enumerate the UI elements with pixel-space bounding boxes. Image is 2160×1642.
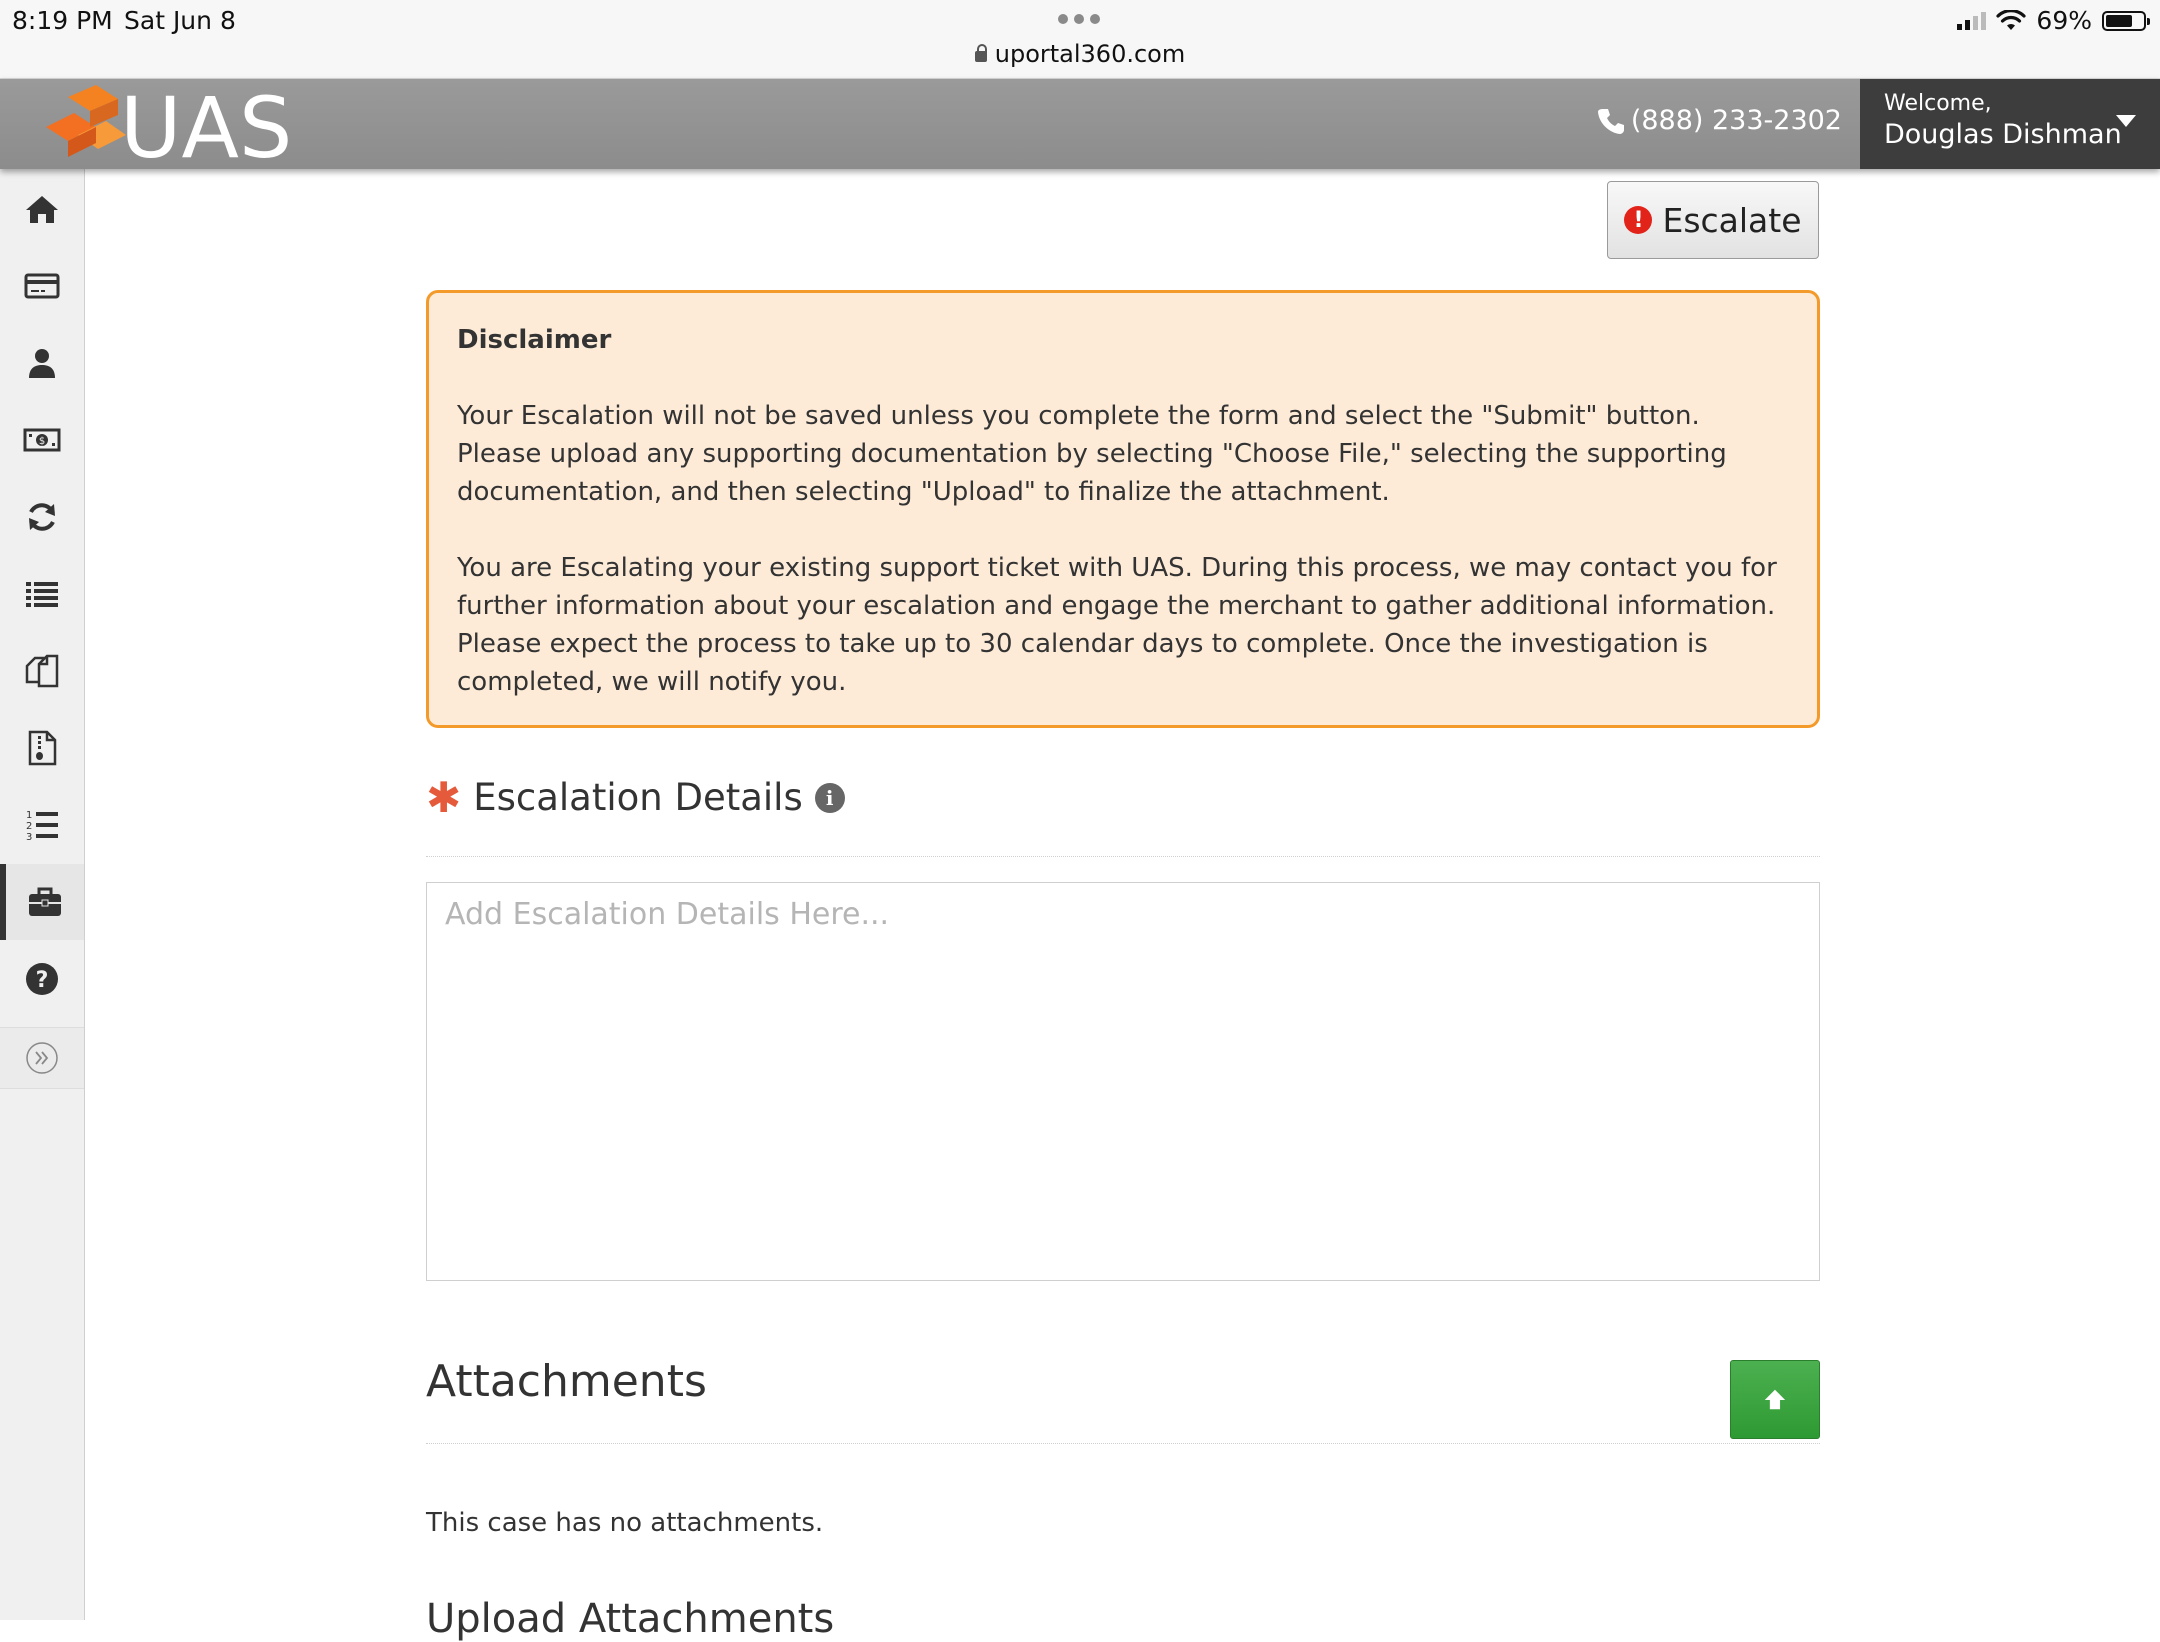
sidebar-item-home[interactable] (0, 171, 84, 247)
escalate-button-label: Escalate (1662, 200, 1802, 240)
battery-icon (2102, 11, 2146, 31)
sidebar-nav (0, 169, 85, 1620)
sidebar-item-reports[interactable] (0, 556, 84, 632)
money-icon (23, 421, 61, 459)
list-icon (23, 575, 61, 613)
double-chevron-right-icon (25, 1041, 59, 1075)
escalation-details-heading (426, 772, 845, 822)
home-icon (23, 190, 61, 228)
refresh-icon (23, 498, 61, 536)
phone-number: (888) 233-2302 (1630, 105, 1842, 136)
user-name: Douglas Dishman (1884, 119, 2122, 150)
divider (426, 1443, 1820, 1444)
arrow-up-icon (1760, 1385, 1790, 1415)
escalation-details-title: Escalation Details (473, 776, 803, 819)
lock-icon (975, 51, 987, 62)
required-asterisk-icon: ✱ (426, 772, 462, 822)
status-indicators (1957, 6, 2146, 35)
copy-icon (23, 652, 61, 690)
disclaimer-paragraph-1: Your Escalation will not be saved unless you complete the form and select the "Submit" button. Please upload any supporting documentation by selecting "Choose File," selecting the supporting documentation, and then selecting "Upload" to finalize the attachment. (457, 401, 1727, 507)
user-menu[interactable] (1860, 79, 2160, 169)
file-zip-icon (23, 729, 61, 767)
url-text: uportal360.com (994, 40, 1186, 68)
sidebar-item-archives[interactable] (0, 710, 84, 786)
status-date: Sat Jun 8 (124, 6, 236, 35)
sidebar-item-help[interactable] (0, 941, 84, 1017)
svg-text:UAS: UAS (120, 85, 293, 165)
attachments-title: Attachments (426, 1356, 707, 1407)
escalate-button[interactable] (1607, 181, 1819, 259)
more-dots-icon[interactable] (1058, 14, 1100, 24)
support-phone[interactable] (1597, 105, 1842, 136)
address-bar[interactable] (0, 40, 2160, 68)
no-attachments-text: This case has no attachments. (426, 1508, 824, 1538)
sidebar-item-payments[interactable] (0, 248, 84, 324)
disclaimer-paragraph-2: You are Escalating your existing support ticket with UAS. During this process, we may contact you for further information about your escalation and engage the merchant to gather additional information. Please expect the process to take up to 30 calendar days to complete. Once the investigation is completed, we will notify you. (457, 553, 1777, 697)
question-icon (23, 960, 61, 998)
disclaimer-title: Disclaimer (457, 325, 612, 355)
divider (426, 856, 1820, 857)
ordered-list-icon (23, 806, 61, 844)
upload-button[interactable] (1730, 1360, 1820, 1439)
svg-text:2: 2 (26, 821, 33, 832)
status-time: 8:19 PM (12, 6, 113, 35)
sidebar-item-profile[interactable] (0, 325, 84, 401)
battery-percent: 69% (2036, 6, 2092, 35)
info-icon[interactable]: i (815, 783, 845, 813)
status-bar (0, 0, 2160, 79)
svg-text:$: $ (38, 436, 46, 447)
welcome-label: Welcome, (1884, 91, 1992, 116)
svg-text:3: 3 (26, 832, 33, 843)
sidebar-item-money[interactable] (0, 402, 84, 478)
sidebar-item-ordered[interactable] (0, 787, 84, 863)
svg-text:?: ? (35, 968, 49, 993)
credit-card-icon (23, 267, 61, 305)
briefcase-icon (26, 883, 64, 921)
sidebar-expand-toggle[interactable] (0, 1027, 84, 1089)
exclamation-icon: ! (1624, 206, 1652, 234)
uas-logo[interactable] (38, 85, 358, 165)
escalation-details-input[interactable] (426, 882, 1820, 1281)
sidebar-item-recurring[interactable] (0, 479, 84, 555)
user-icon (23, 344, 61, 382)
upload-attachments-title: Upload Attachments (426, 1596, 835, 1642)
app-header (0, 79, 2160, 169)
phone-icon (1597, 107, 1625, 135)
sidebar-item-documents[interactable] (0, 633, 84, 709)
svg-text:1: 1 (26, 810, 33, 821)
cellular-signal-icon (1957, 12, 1986, 30)
sidebar-item-cases[interactable] (0, 864, 84, 940)
disclaimer-box (426, 290, 1820, 728)
wifi-icon (1996, 10, 2026, 32)
chevron-down-icon[interactable] (2116, 115, 2136, 127)
